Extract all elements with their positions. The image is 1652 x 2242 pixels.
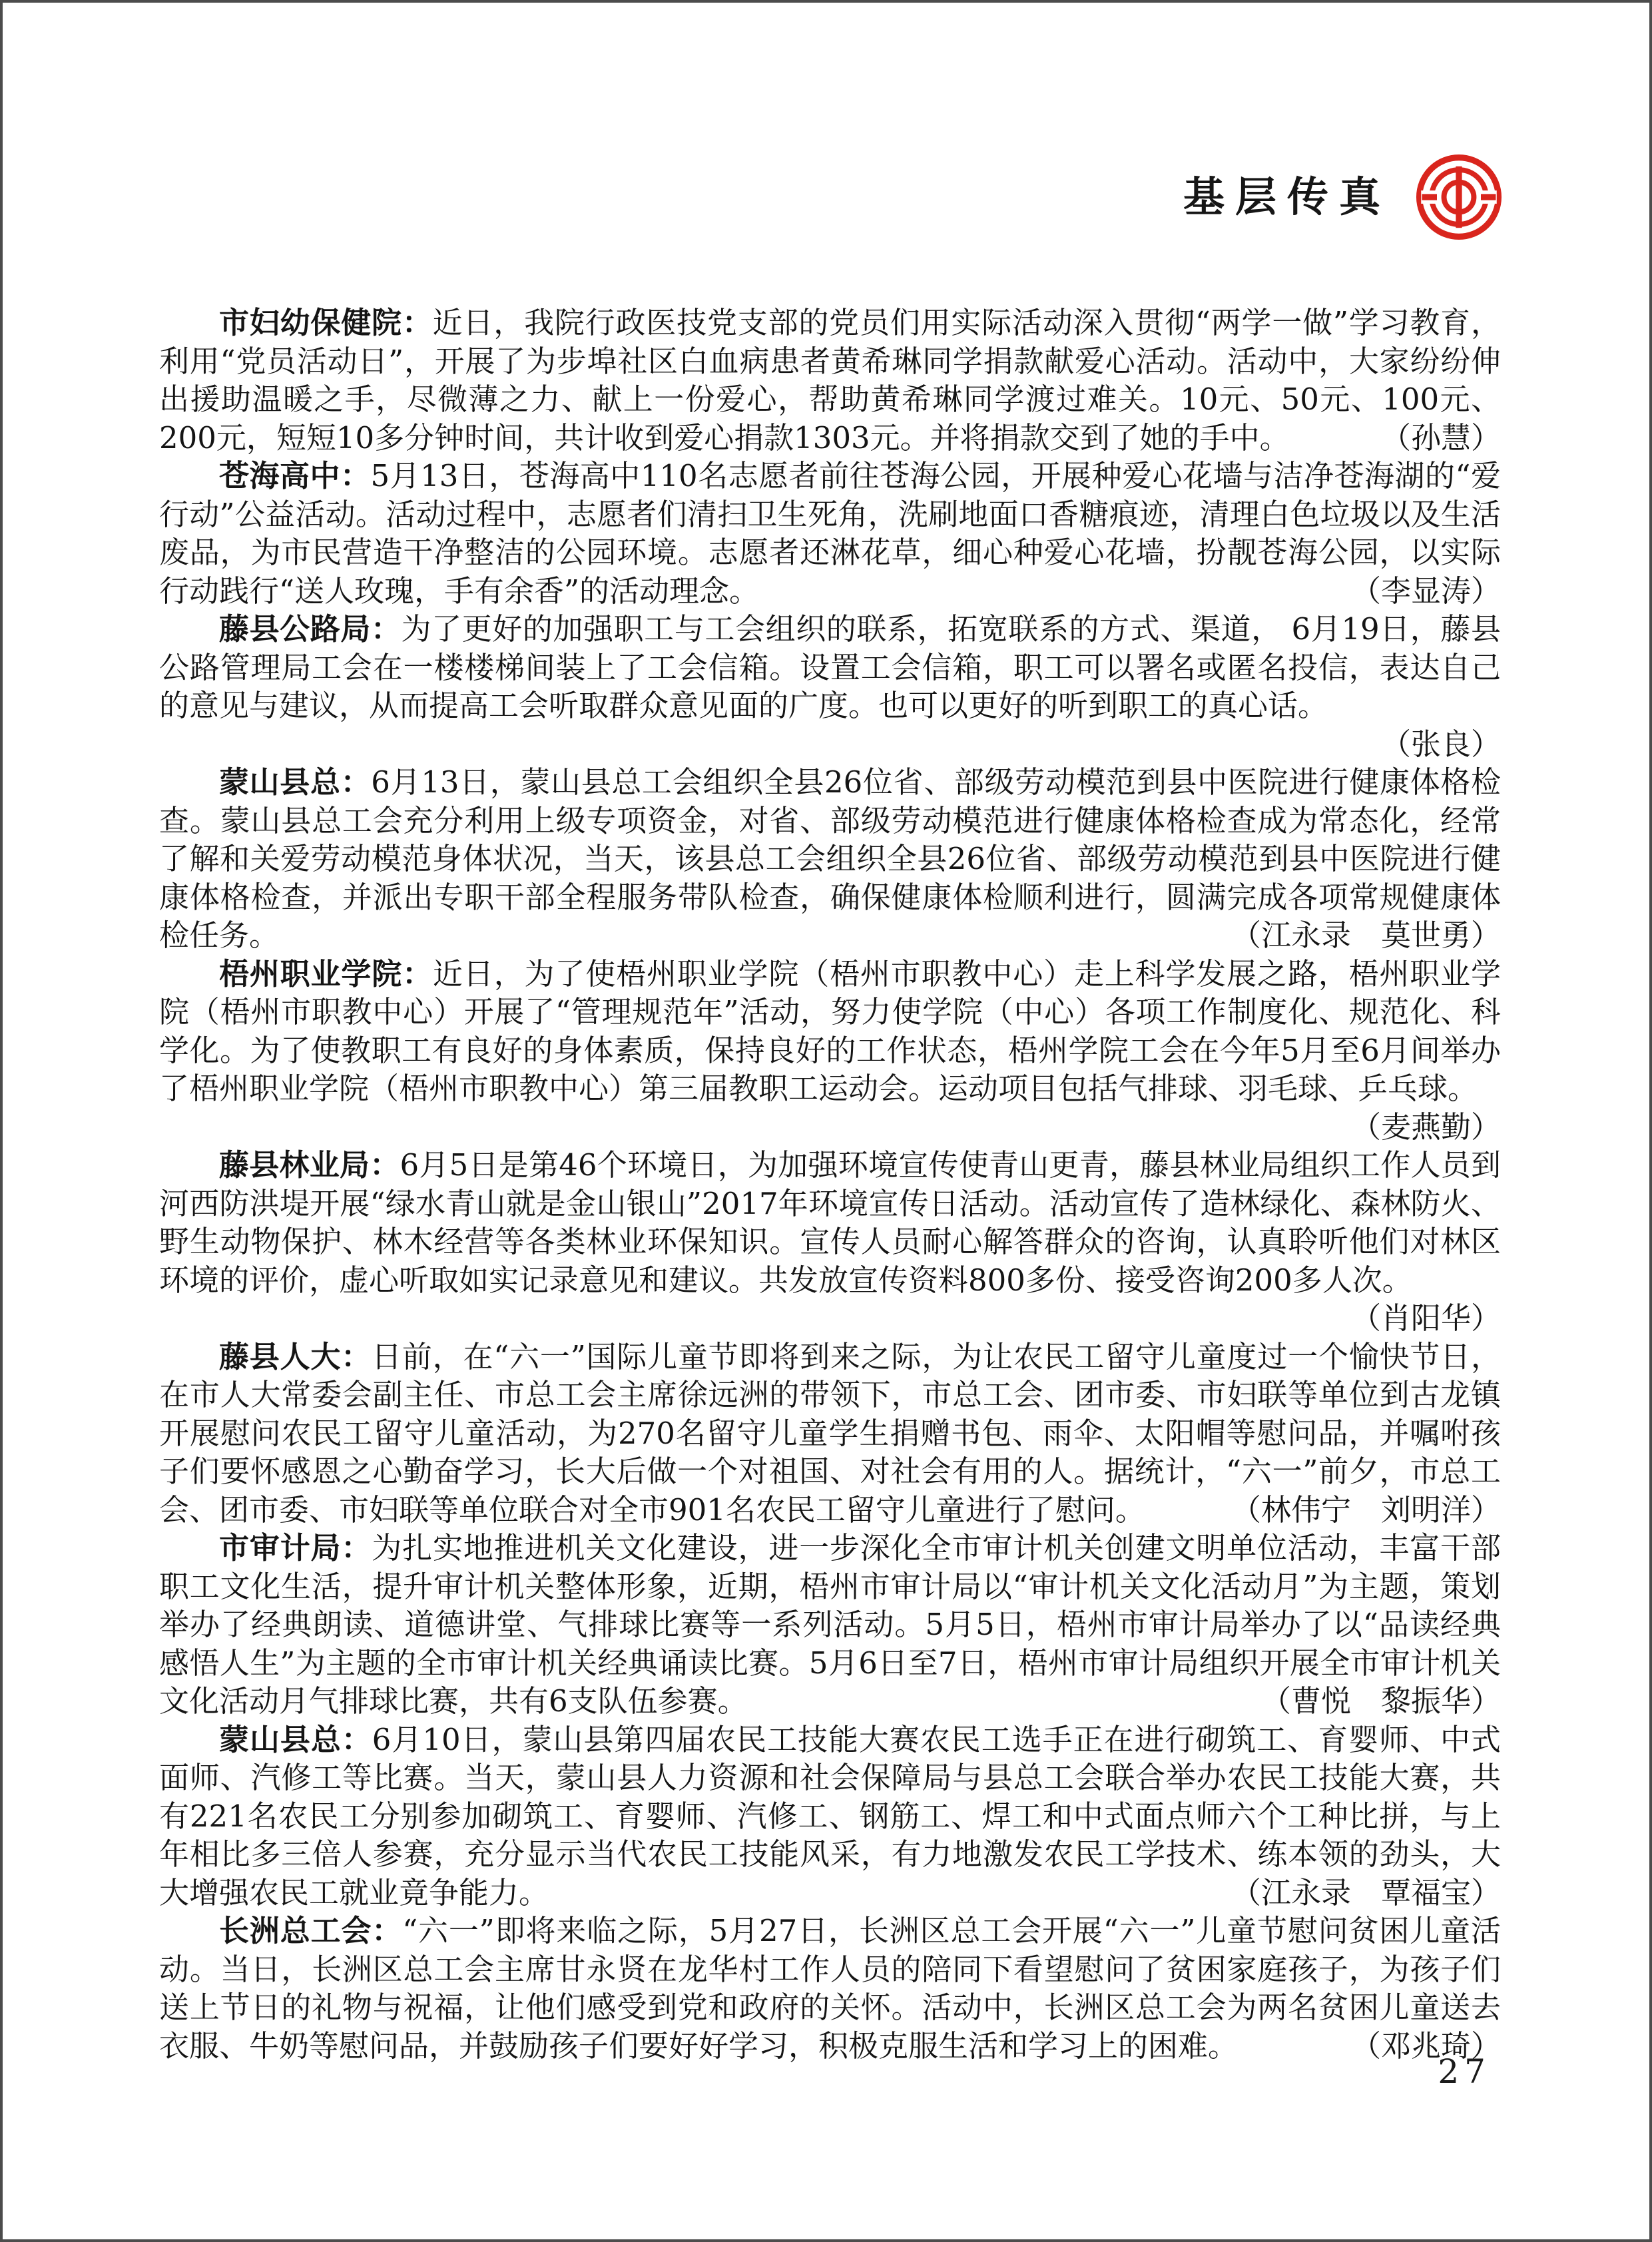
article-body: 6月5日是第46个环境日，为加强环境宣传使青山更青，藤县林业局组织工作人员到河西防洪堤开展“绿水青山就是金山银山”2017年环境宣传日活动。活动宣传了造林绿化、森林防火、野生动物保护、林木经营等各类林业环保知识。宣传人员耐心解答群众的咨询，认真聆听他们对林区环境的评价，虚心听取如实记录意见和建议。共发放宣传资料800多份、接受咨询200多人次。 (159, 1147, 1501, 1298)
article-byline: （林伟宁 刘明洋） (1231, 1492, 1501, 1528)
article (159, 304, 1501, 457)
masthead-title: 基层传真 (1183, 172, 1391, 221)
trade-union-logo-icon (1415, 152, 1503, 242)
article-byline: （李显涛） (1350, 573, 1501, 609)
article-body: 日前，在“六一”国际儿童节即将到来之际，为让农民工留守儿童度过一个愉快节日，在市人大常委会副主任、市总工会主席徐远洲的带领下，市总工会、团市委、市妇联等单位到古龙镇开展慰问农民工留守儿童活动，为270名留守儿童学生捐赠书包、雨伞、太阳帽等慰问品，并嘱咐孩子们要怀感恩之心勤奋学习，长大后做一个对祖国、对社会有用的人。据统计，“六一”前夕，市总工会、团市委、市妇联等单位联合对全市901名农民工留守儿童进行了慰问。 (159, 1338, 1501, 1528)
article (159, 1529, 1501, 1721)
article-byline: （孙慧） (1380, 420, 1501, 455)
article (159, 1146, 1501, 1338)
article-org: 蒙山县总： (219, 764, 372, 800)
article-body: 为了更好的加强职工与工会组织的联系，拓宽联系的方式、渠道， 6月19日，藤县公路管理局工会在一楼楼梯间装上了工会信箱。设置工会信箱，职工可以署名或匿名投信，表达自己的意见与建议，从而提高工会听取群众意见面的广度。也可以更好的听到职工的真心话。 (159, 611, 1501, 723)
article-byline: （江永录 覃福宝） (1231, 1874, 1501, 1910)
article (159, 1721, 1501, 1912)
article (159, 1338, 1501, 1530)
page-number: 27 (1438, 2052, 1491, 2091)
article-body: 5月13日，苍海高中110名志愿者前往苍海公园，开展种爱心花墙与洁净苍海湖的“爱行动”公益活动。活动过程中，志愿者们清扫卫生死角，洗刷地面口香糖痕迹，清理白色垃圾以及生活废品，为市民营造干净整洁的公园环境。志愿者还淋花草，细心种爱心花墙，扮靓苍海公园，以实际行动践行“送人玫瑰，手有余香”的活动理念。 (159, 458, 1501, 609)
article-org: 市妇幼保健院： (219, 305, 433, 340)
article-org: 长洲总工会： (219, 1913, 403, 1948)
article-body: 近日，为了使梧州职业学院（梧州市职教中心）走上科学发展之路，梧州职业学院（梧州市职教中心）开展了“管理规范年”活动，努力使学院（中心）各项工作制度化、规范化、科学化。为了使教职工有良好的身体素质，保持良好的工作状态，梧州学院工会在今年5月至6月间举办了梧州职业学院（梧州市职教中心）第三届教职工运动会。运动项目包括气排球、羽毛球、乒乓球。 (159, 956, 1501, 1106)
article (159, 1912, 1501, 2065)
article-org: 藤县公路局： (219, 611, 402, 647)
article-byline-line: （江永录 莫世勇） (1231, 918, 1501, 953)
article (159, 763, 1501, 955)
article (159, 955, 1501, 1147)
article-body: 近日，我院行政医技党支部的党员们用实际活动深入贯彻“两学一做”学习教育，利用“党员活动日”，开展了为步埠社区白血病患者黄希琳同学捐款献爱心活动。活动中，大家纷纷伸出援助温暖之手，尽微薄之力、献上一份爱心，帮助黄希琳同学渡过难关。10元、50元、100元、200元，短短10多分钟时间，共计收到爱心捐款1303元。并将捐款交到了她的手中。 (159, 305, 1501, 455)
article-body: 6月13日，蒙山县总工会组织全县26位省、部级劳动模范到县中医院进行健康体格检查。蒙山县总工会充分利用上级专项资金，对省、部级劳动模范进行健康体格检查成为常态化，经常了解和关爱劳动模范身体状况，当天，该县总工会组织全县26位省、部级劳动模范到县中医院进行健康体格检查，并派出专职干部全程服务带队检查，确保健康体检顺利进行，圆满完成各项常规健康体检任务。 (159, 764, 1501, 953)
article-byline: （曹悦 黎振华） (1260, 1683, 1501, 1719)
article-byline: （邓兆琦） (1350, 2028, 1501, 2064)
article-body: 为扎实地推进机关文化建设，进一步深化全市审计机关创建文明单位活动，丰富干部职工文化生活，提升审计机关整体形象，近期，梧州市审计局以“审计机关文化活动月”为主题，策划举办了经典朗读、道德讲堂、气排球比赛等一系列活动。5月5日，梧州市审计局举办了以“品读经典感悟人生”为主题的全市审计机关经典诵读比赛。5月6日至7日，梧州市审计局组织开展全市审计机关文化活动月气排球比赛，共有6支队伍参赛。 (159, 1530, 1501, 1719)
article (159, 457, 1501, 610)
article (159, 610, 1501, 763)
article-org: 梧州职业学院： (219, 956, 433, 991)
article-org: 蒙山县总： (219, 1721, 372, 1757)
article-body: “六一”即将来临之际，5月27日，长洲区总工会开展“六一”儿童节慰问贫困儿童活动。当日，长洲区总工会主席甘永贤在龙华村工作人员的陪同下看望慰问了贫困家庭孩子，为孩子们送上节日的礼物与祝福，让他们感受到党和政府的关怀。活动中，长洲区总工会为两名贫困儿童送去衣服、牛奶等慰问品，并鼓励孩子们要好好学习，积极克服生活和学习上的困难。 (159, 1913, 1501, 2064)
article-org: 苍海高中： (219, 458, 371, 493)
article-byline-line: （麦燕勤） (1350, 1109, 1501, 1145)
article-byline: （肖阳华） (1350, 1300, 1501, 1336)
article-byline: （张良） (1380, 726, 1501, 762)
article-org: 藤县林业局： (219, 1147, 400, 1183)
article-org: 市审计局： (219, 1530, 372, 1565)
article-body: 6月10日，蒙山县第四届农民工技能大赛农民工选手正在进行砌筑工、育婴师、中式面师、汽修工等比赛。当天，蒙山县人力资源和社会保障局与县总工会联合举办农民工技能大赛，共有221名农民工分别参加砌筑工、育婴师、汽修工、钢筋工、焊工和中式面点师六个工种比拼，与上年相比多三倍人参赛，充分显示当代农民工技能风采，有力地激发农民工学技术、练本领的劲头，大大增强农民工就业竟争能力。 (159, 1721, 1501, 1910)
articles (159, 304, 1501, 2065)
masthead (1183, 152, 1503, 242)
article-org: 藤县人大： (219, 1338, 372, 1374)
